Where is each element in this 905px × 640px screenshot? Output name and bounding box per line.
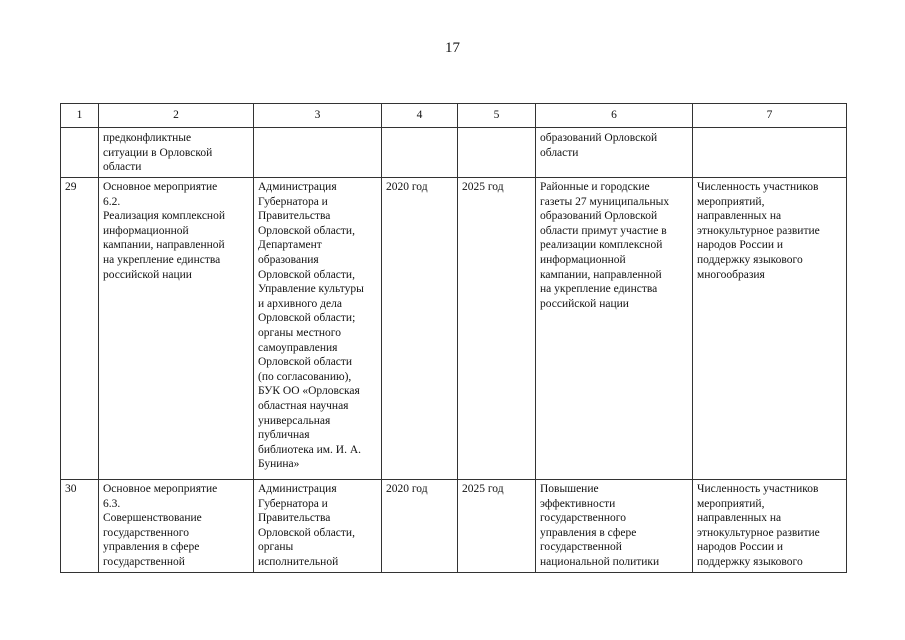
end-year-cell: 2025 год bbox=[458, 178, 536, 480]
indicator-cell: Численность участников мероприятий, направленных на этнокультурное развитие народов России и поддержку языкового многообразия bbox=[693, 178, 847, 480]
responsible-cell bbox=[254, 128, 382, 178]
start-year-cell: 2020 год bbox=[382, 480, 458, 573]
start-year-cell bbox=[382, 128, 458, 178]
column-header-4: 4 bbox=[382, 104, 458, 128]
column-header-1: 1 bbox=[61, 104, 99, 128]
table-row-continued bbox=[61, 128, 847, 178]
column-header-6: 6 bbox=[536, 104, 693, 128]
row-number-cell: 29 bbox=[61, 178, 99, 480]
column-header-5: 5 bbox=[458, 104, 536, 128]
expected-result-cell: Повышение эффективности государственного управления в сфере государственной национальной политики bbox=[536, 480, 693, 573]
responsible-cell: Администрация Губернатора и Правительства Орловской области, органы исполнительной bbox=[254, 480, 382, 573]
expected-result-cell: Районные и городские газеты 27 муниципальных образований Орловской области примут участие в реализации комплексной информационной кампании, направленной на укрепление единства российской нации bbox=[536, 178, 693, 480]
start-year-cell: 2020 год bbox=[382, 178, 458, 480]
measures-table bbox=[60, 103, 847, 573]
indicator-cell: Численность участников мероприятий, направленных на этнокультурное развитие народов России и поддержку языкового bbox=[693, 480, 847, 573]
expected-result-cell: образований Орловской области bbox=[536, 128, 693, 178]
table-row-30 bbox=[61, 480, 847, 573]
row-number-cell bbox=[61, 128, 99, 178]
row-number-cell: 30 bbox=[61, 480, 99, 573]
page-number: 17 bbox=[445, 40, 460, 56]
end-year-cell: 2025 год bbox=[458, 480, 536, 573]
column-header-7: 7 bbox=[693, 104, 847, 128]
measure-name-cell: предконфликтные ситуации в Орловской области bbox=[99, 128, 254, 178]
column-header-2: 2 bbox=[99, 104, 254, 128]
column-header-3: 3 bbox=[254, 104, 382, 128]
indicator-cell bbox=[693, 128, 847, 178]
measure-name-cell: Основное мероприятие 6.2. Реализация комплексной информационной кампании, направленной на укрепление единства российской нации bbox=[99, 178, 254, 480]
end-year-cell bbox=[458, 128, 536, 178]
responsible-cell: Администрация Губернатора и Правительства Орловской области, Департамент образования Орловской области, Управление культуры и архивного дела Орловской области; органы местного самоуправления Орловской области (по согласованию), БУК ОО «Орловская областная научная универсальная публичная библиотека им. И. А. Бунина» bbox=[254, 178, 382, 480]
table-row-29 bbox=[61, 178, 847, 480]
measure-name-cell: Основное мероприятие 6.3. Совершенствование государственного управления в сфере государственной bbox=[99, 480, 254, 573]
header-row bbox=[61, 104, 847, 128]
